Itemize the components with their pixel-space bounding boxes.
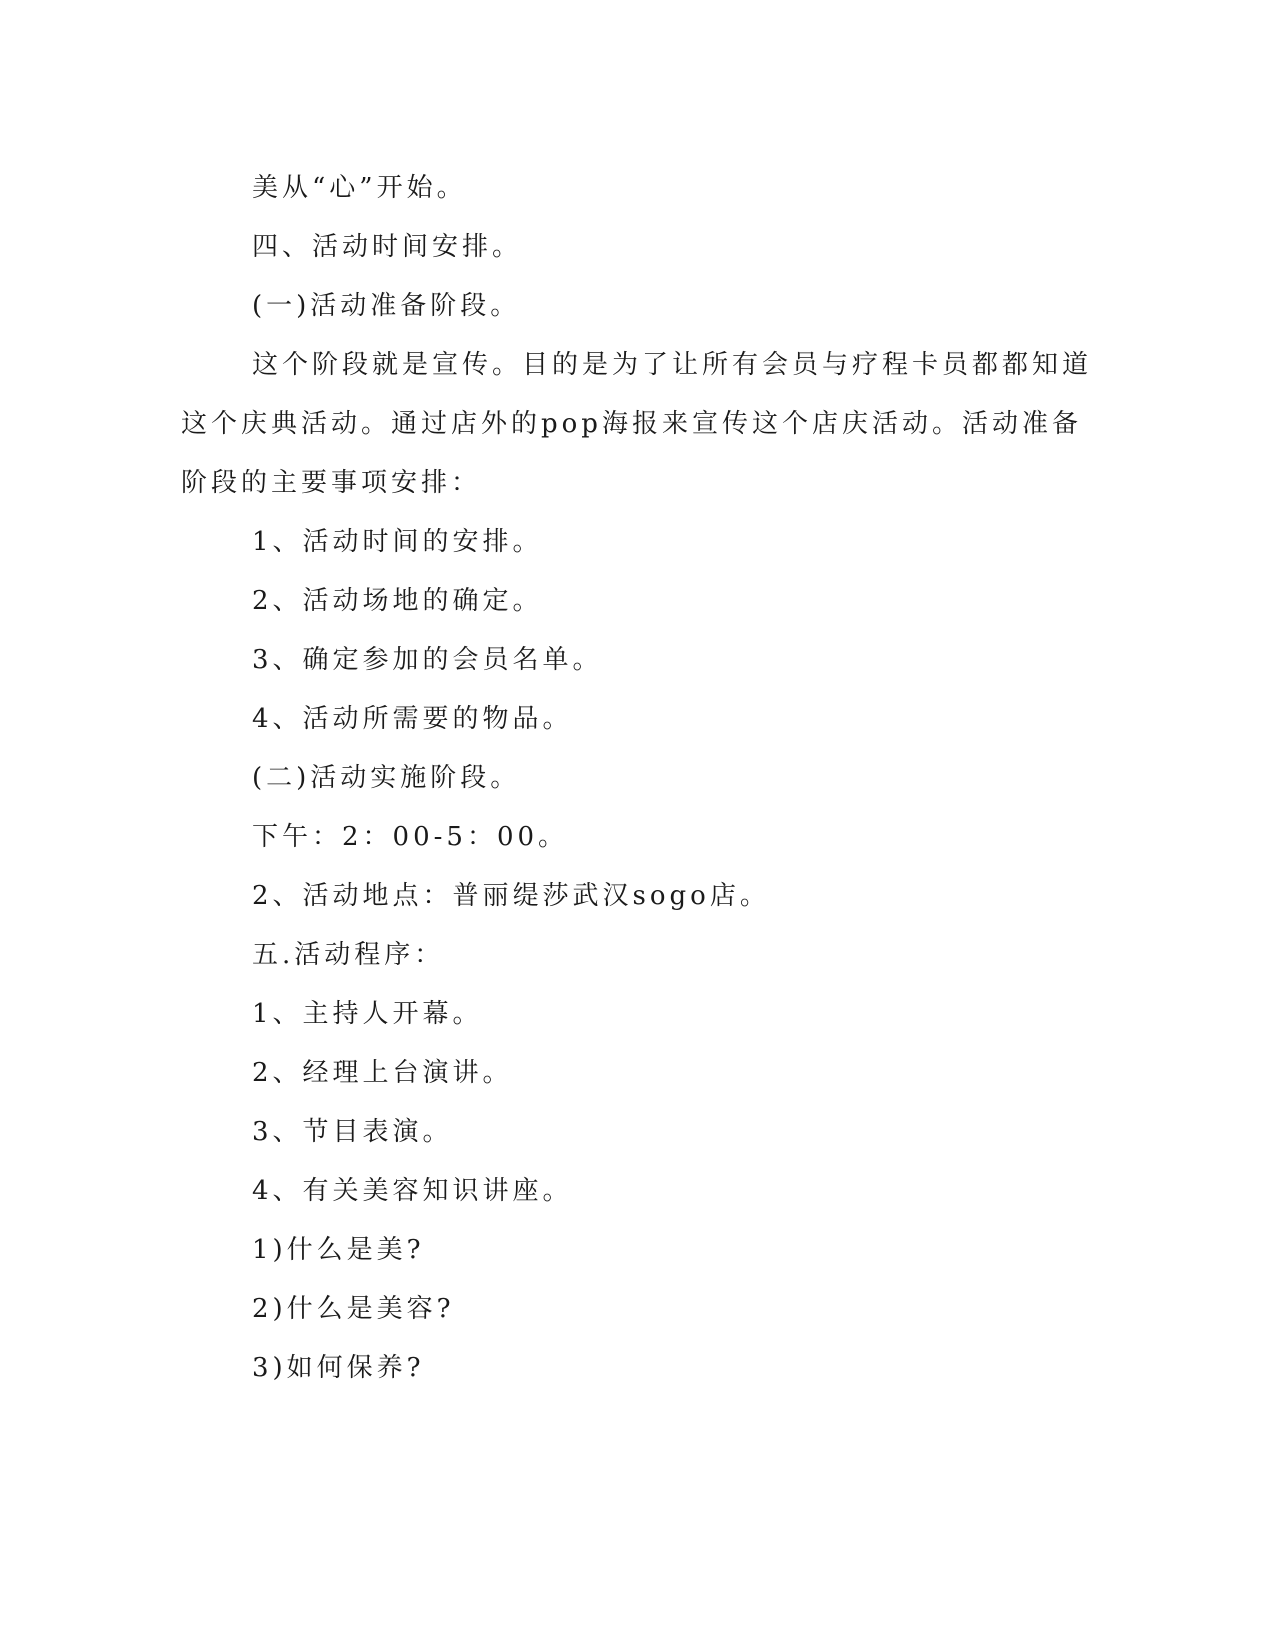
- list-item: 3、确定参加的会员名单。: [252, 645, 603, 675]
- list-item: 1、主持人开幕。: [252, 999, 483, 1029]
- list-item: 3)如何保养?: [252, 1353, 425, 1383]
- section-heading: 五.活动程序：: [252, 940, 445, 970]
- list-item: 2)什么是美容?: [252, 1294, 455, 1324]
- subsection-heading: (二)活动实施阶段。: [252, 763, 521, 793]
- paragraph-line: 这个阶段就是宣传。目的是为了让所有会员与疗程卡员都都知道: [252, 350, 1093, 380]
- list-item: 1)什么是美?: [252, 1235, 425, 1265]
- text-line: 美从“心”开始。: [252, 173, 467, 203]
- subsection-heading: (一)活动准备阶段。: [252, 291, 521, 321]
- section-heading: 四、活动时间安排。: [252, 232, 523, 262]
- list-item: 4、活动所需要的物品。: [252, 704, 573, 734]
- list-item: 2、活动场地的确定。: [252, 586, 543, 616]
- list-item: 2、经理上台演讲。: [252, 1058, 513, 1088]
- list-item: 4、有关美容知识讲座。: [252, 1176, 573, 1206]
- list-item: 2、活动地点：普丽缇莎武汉sogo店。: [252, 881, 770, 911]
- list-item: 3、节目表演。: [252, 1117, 453, 1147]
- paragraph-line: 这个庆典活动。通过店外的pop海报来宣传这个店庆活动。活动准备: [181, 409, 1082, 439]
- paragraph-line: 阶段的主要事项安排：: [181, 468, 482, 498]
- text-line: 下午：2：00-5：00。: [252, 822, 569, 852]
- list-item: 1、活动时间的安排。: [252, 527, 543, 557]
